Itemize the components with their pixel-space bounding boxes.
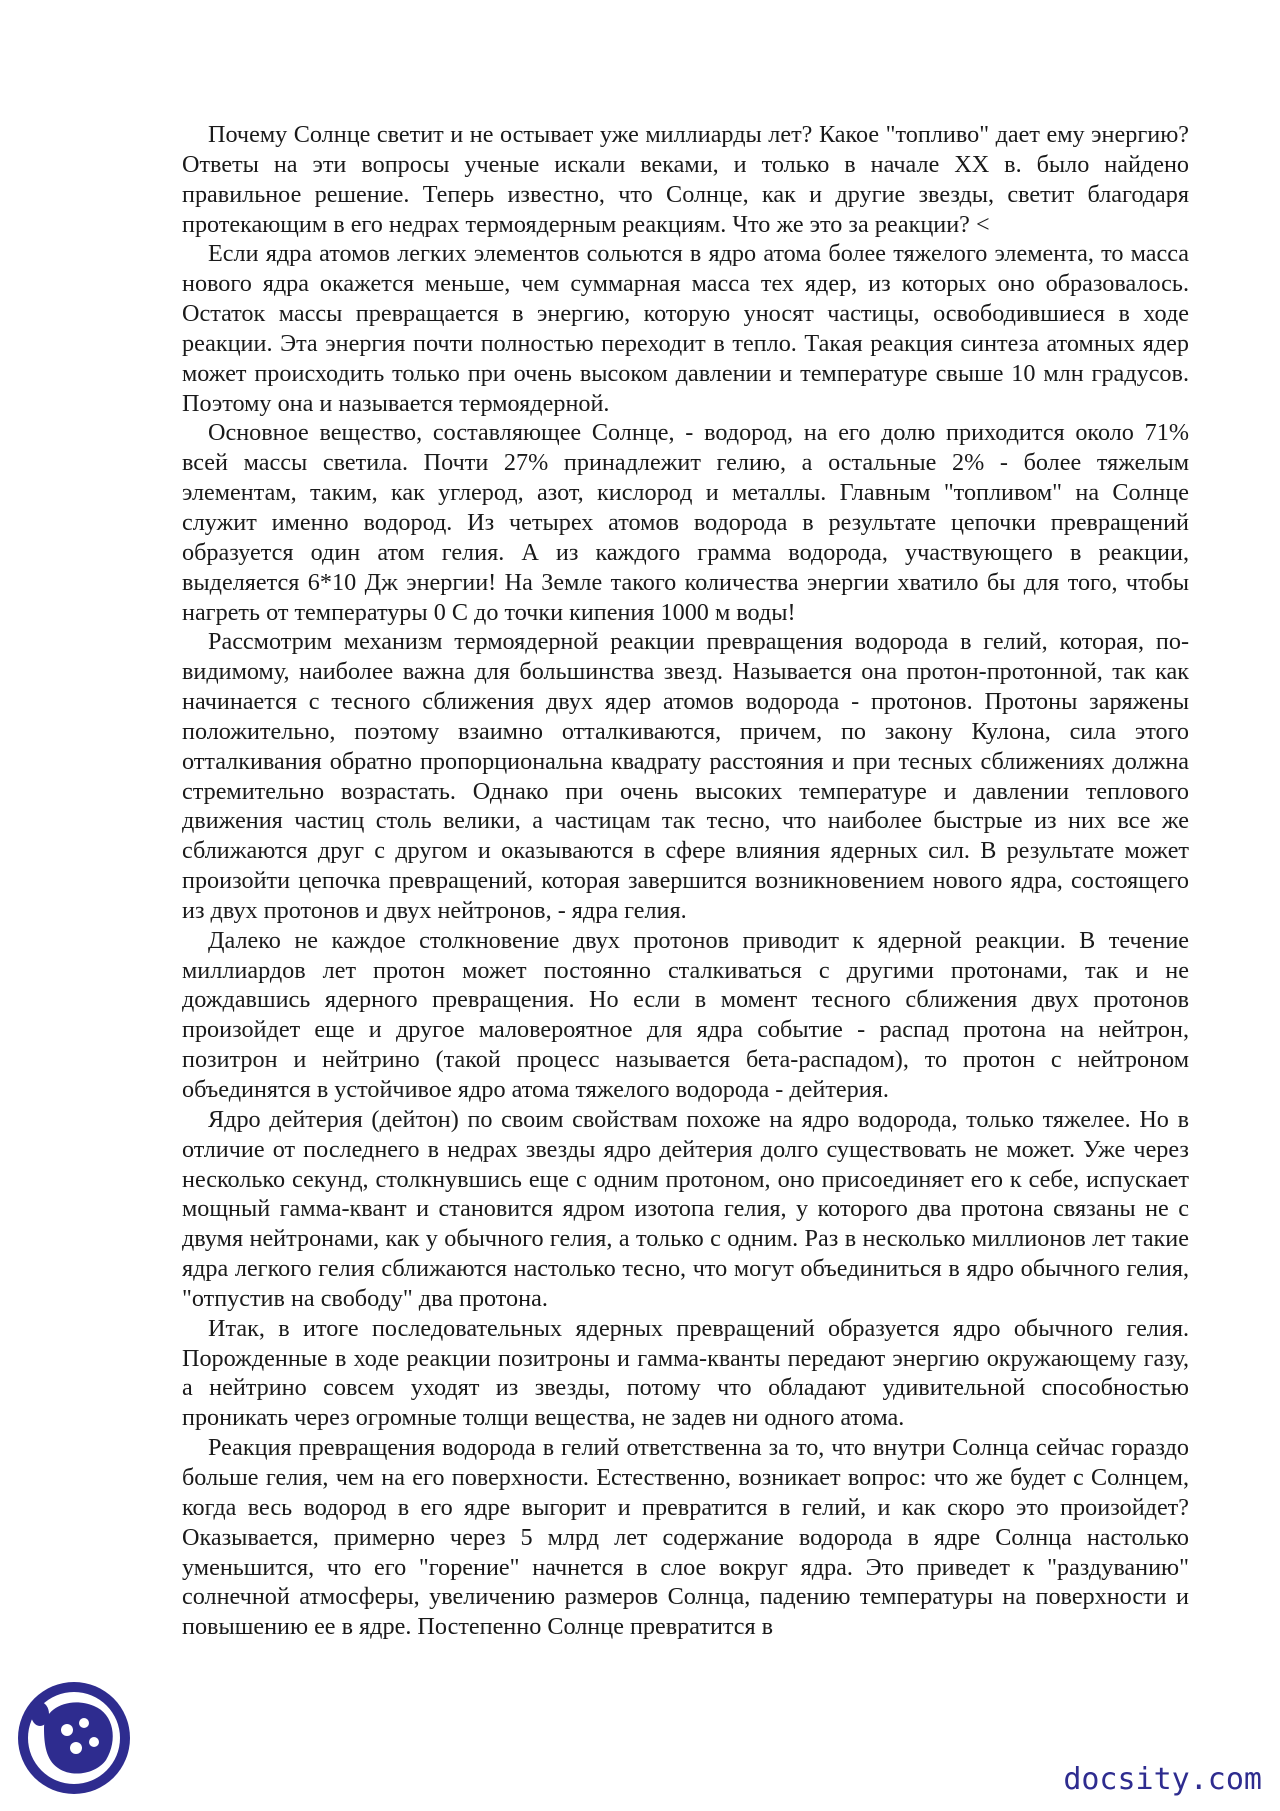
document-body xyxy=(182,120,1189,1642)
paragraph: Реакция превращения водорода в гелий ответственна за то, что внутри Солнца сейчас гораздо больше гелия, чем на его поверхности. Естественно, возникает вопрос: что же будет с Солнцем, когда весь водород в его ядре выгорит и превратится в гелий, и как скоро это произойдет? Оказывается, примерно через 5 млрд лет содержание водорода в ядре Солнца настолько уменьшится, что его "горение" начнется в слое вокруг ядра. Это приведет к "раздуванию" солнечной атмосферы, увеличению размеров Солнца, падению температуры на поверхности и повышению ее в ядре. Постепенно Солнце превратится в xyxy=(182,1434,1189,1641)
paragraph: Итак, в итоге последовательных ядерных превращений образуется ядро обычного гелия. Порожденные в ходе реакции позитроны и гамма-кванты передают энергию окружающему газу, а нейтрино совсем уходят из звезды, потому что обладают удивительной способностью проникать через огромные толщи вещества, не задев ни одного атома. xyxy=(182,1314,1189,1432)
paragraph: Если ядра атомов легких элементов сольются в ядро атома более тяжелого элемента, то масса нового ядра окажется меньше, чем суммарная масса тех ядер, из которых оно образовалось. Остаток массы превращается в энергию, которую уносят частицы, освободившиеся в ходе реакции. Эта энергия почти полностью переходит в тепло. Такая реакция синтеза атомных ядер может происходить только при очень высоком давлении и температуре свыше 10 млн градусов. Поэтому она и называется термоядерной. xyxy=(182,240,1189,417)
docsity-watermark[interactable]: docsity.com xyxy=(1063,1762,1262,1797)
docsity-ladybug-icon[interactable] xyxy=(10,1668,132,1798)
paragraph: Далеко не каждое столкновение двух протонов приводит к ядерной реакции. В течение миллиардов лет протон может постоянно сталкиваться с другими протонами, так и не дождавшись ядерного превращения. Но если в момент тесного сближения двух протонов произойдет еще и другое маловероятное для ядра событие - распад протона на нейтрон, позитрон и нейтрино (такой процесс называется бета-распадом), то протон с нейтроном объединятся в устойчивое ядро атома тяжелого водорода - дейтерия. xyxy=(182,926,1189,1103)
paragraph: Рассмотрим механизм термоядерной реакции превращения водорода в гелий, которая, по-видимому, наиболее важна для большинства звезд. Называется она протон-протонной, так как начинается с тесного сближения двух ядер атомов водорода - протонов. Протоны заряжены положительно, поэтому взаимно отталкиваются, причем, по закону Кулона, сила этого отталкивания обратно пропорциональна квадрату расстояния и при тесных сближениях должна стремительно возрастать. Однако при очень высоких температуре и давлении теплового движения частиц столь велики, а частицам так тесно, что наиболее быстрые из них все же сближаются друг с другом и оказываются в сфере влияния ядерных сил. В результате может произойти цепочка превращений, которая завершится возникновением нового ядра, состоящего из двух протонов и двух нейтронов, - ядра гелия. xyxy=(182,628,1189,924)
paragraph: Основное вещество, составляющее Солнце, - водород, на его долю приходится около 71% всей массы светила. Почти 27% принадлежит гелию, а остальные 2% - более тяжелым элементам, таким, как углерод, азот, кислород и металлы. Главным "топливом" на Солнце служит именно водород. Из четырех атомов водорода в результате цепочки превращений образуется один атом гелия. А из каждого грамма водорода, участвующего в реакции, выделяется 6*10 Дж энергии! На Земле такого количества энергии хватило бы для того, чтобы нагреть от температуры 0 С до точки кипения 1000 м воды! xyxy=(182,419,1189,626)
paragraph: Ядро дейтерия (дейтон) по своим свойствам похоже на ядро водорода, только тяжелее. Но в отличие от последнего в недрах звезды ядро дейтерия долго существовать не может. Уже через несколько секунд, столкнувшись еще с одним протоном, оно присоединяет его к себе, испускает мощный гамма-квант и становится ядром изотопа гелия, у которого два протона связаны не с двумя нейтронами, как у обычного гелия, а только с одним. Раз в несколько миллионов лет такие ядра легкого гелия сближаются настолько тесно, что могут объединиться в ядро обычного гелия, "отпустив на свободу" два протона. xyxy=(182,1105,1189,1312)
paragraph: Почему Солнце светит и не остывает уже миллиарды лет? Какое "топливо" дает ему энергию? Ответы на эти вопросы ученые искали веками, и только в начале XX в. было найдено правильное решение. Теперь известно, что Солнце, как и другие звезды, светит благодаря протекающим в его недрах термоядерным реакциям. Что же это за реакции? < xyxy=(182,121,1189,238)
